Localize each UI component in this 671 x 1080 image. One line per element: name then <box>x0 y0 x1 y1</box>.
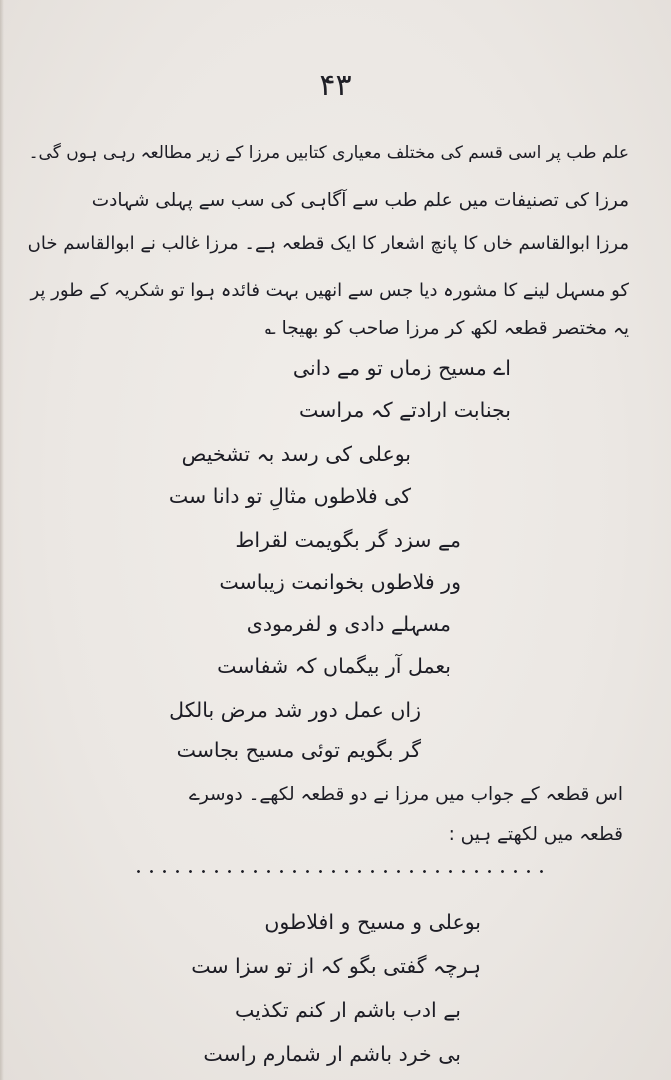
verse-line: ہرچہ گفتی بگو کہ از تو سزا ست <box>191 954 481 978</box>
prose-line: مرزا کی تصنیفات میں علم طب سے آگاہی کی سب سے پہلی شہادت <box>91 190 629 211</box>
verse-line: بوعلی و مسیح و افلاطوں <box>264 910 481 934</box>
prose-line: یہ مختصر قطعہ لکھ کر مرزا صاحب کو بھیجا ؎ <box>264 318 629 339</box>
verse-line: کی فلاطوں مثالِ تو دانا ست <box>168 484 411 508</box>
prose-line: علم طب پر اسی قسم کی مختلف معیاری کتابیں مرزا کے زیر مطالعہ رہی ہوں گی۔ <box>28 143 629 163</box>
verse-line: بوعلی کی رسد بہ تشخیص <box>181 442 411 466</box>
verse-line: گر بگویم توئی مسیح بجاست <box>176 738 421 762</box>
verse-line: ور فلاطوں بخوانمت زیباست <box>219 570 461 594</box>
verse-line: بجنابت ارادتے کہ مراست <box>299 398 511 422</box>
verse-line: زاں عمل دور شد مرض بالکل <box>169 698 421 722</box>
prose-line: مرزا ابوالقاسم خاں کا پانچ اشعار کا ایک قطعہ ہے۔ مرزا غالب نے ابوالقاسم خاں <box>27 233 629 254</box>
binding-edge <box>0 0 4 1080</box>
prose-line: قطعہ میں لکھتے ہیں : <box>448 824 623 845</box>
verse-line: مسہلے دادی و لفرمودی <box>246 612 451 636</box>
verse-line: بعمل آر بیگماں کہ شفاست <box>217 654 451 678</box>
prose-line: اس قطعہ کے جواب میں مرزا نے دو قطعہ لکھے۔ دوسرے <box>188 784 623 805</box>
verse-line: اے مسیح زماں تو مے دانی <box>292 356 511 380</box>
page-number: ۴۳ <box>319 68 352 103</box>
prose-line: کو مسہل لینے کا مشورہ دیا جس سے انھیں بہت فائدہ ہوا تو شکریہ کے طور پر <box>30 280 629 301</box>
verse-line: بی خرد باشم ار شمارم راست <box>203 1042 461 1066</box>
dotted-separator <box>132 870 552 873</box>
verse-line: مے سزد گر بگویمت لقراط <box>235 528 461 552</box>
verse-line: بے ادب باشم ار کنم تکذیب <box>234 998 461 1022</box>
